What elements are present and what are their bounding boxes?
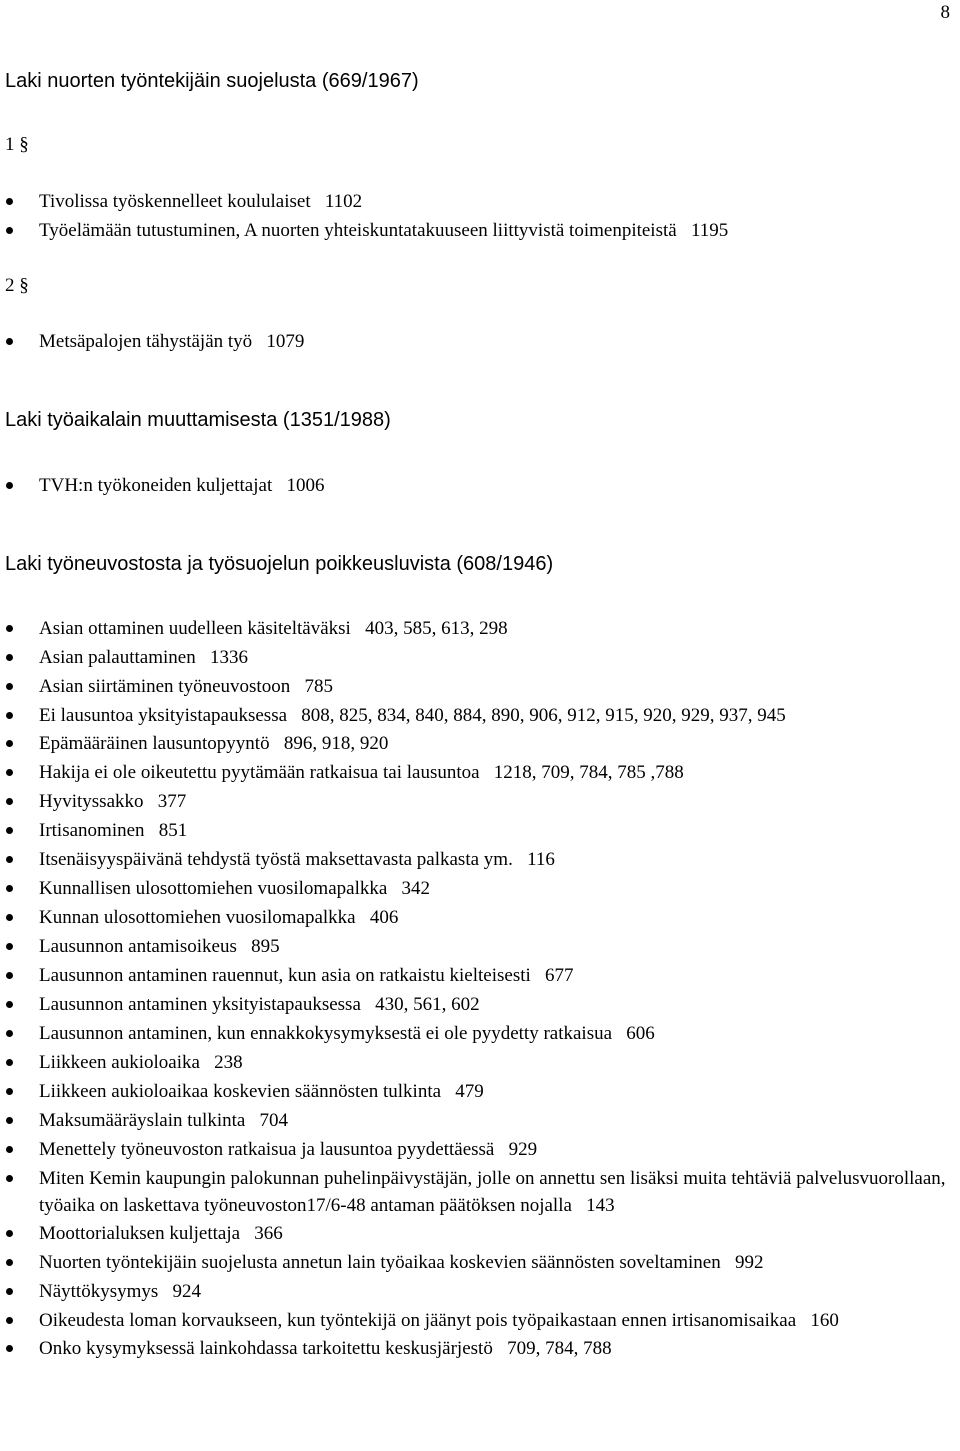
list-item bbox=[0, 1048, 960, 1077]
list-item-text: Kunnallisen ulosottomiehen vuosilomapalkka 342 bbox=[39, 878, 431, 899]
bullet-icon bbox=[6, 827, 13, 834]
list-item bbox=[0, 1164, 960, 1219]
bullet-icon bbox=[6, 798, 13, 805]
list-item bbox=[0, 758, 960, 787]
bullet-icon bbox=[6, 198, 13, 205]
bullet-icon bbox=[6, 1059, 13, 1066]
section-heading: Laki työaikalain muuttamisesta (1351/1988) bbox=[5, 409, 391, 431]
bullet-list bbox=[0, 187, 960, 245]
list-item-text: Nuorten työntekijäin suojelusta annetun lain työaikaa koskevien säännösten soveltaminen 992 bbox=[39, 1252, 764, 1273]
list-item-text: TVH:n työkoneiden kuljettajat 1006 bbox=[39, 475, 325, 496]
list-item bbox=[0, 1277, 960, 1306]
bullet-icon bbox=[6, 1030, 13, 1037]
bullet-icon bbox=[6, 1345, 13, 1352]
list-item-text: Ei lausuntoa yksityistapauksessa 808, 825, 834, 840, 884, 890, 906, 912, 915, 920, 929, 937, 945 bbox=[39, 705, 786, 726]
list-item bbox=[0, 729, 960, 758]
list-item-text: Lausunnon antaminen yksityistapauksessa 430, 561, 602 bbox=[39, 994, 480, 1015]
list-item-text: Epämääräinen lausuntopyyntö 896, 918, 920 bbox=[39, 733, 389, 754]
list-item-text: Lausunnon antamisoikeus 895 bbox=[39, 936, 280, 957]
bullet-icon bbox=[6, 856, 13, 863]
list-item-text: Miten Kemin kaupungin palokunnan puhelinpäivystäjän, jolle on annettu sen lisäksi muita tehtäviä palvelusvuorollaan, työaika on laskettava työneuvoston17/6-48 antaman päätöksen nojalla 143 bbox=[39, 1168, 951, 1216]
list-item-text: Moottorialuksen kuljettaja 366 bbox=[39, 1223, 283, 1244]
list-item-text: Asian palauttaminen 1336 bbox=[39, 647, 248, 668]
list-item bbox=[0, 614, 960, 643]
list-item-text: Liikkeen aukioloaikaa koskevien säännösten tulkinta 479 bbox=[39, 1081, 484, 1102]
list-item bbox=[0, 1248, 960, 1277]
list-item-text: Työelämään tutustuminen, A nuorten yhteiskuntatakuuseen liittyvistä toimenpiteistä 1195 bbox=[39, 220, 729, 241]
list-item bbox=[0, 643, 960, 672]
list-item-text: Lausunnon antaminen, kun ennakkokysymyksestä ei ole pyydetty ratkaisua 606 bbox=[39, 1023, 655, 1044]
list-item bbox=[0, 701, 960, 729]
bullet-icon bbox=[6, 1088, 13, 1095]
list-item bbox=[0, 816, 960, 845]
list-item bbox=[0, 672, 960, 701]
bullet-icon bbox=[6, 683, 13, 690]
bullet-icon bbox=[6, 338, 13, 345]
list-item bbox=[0, 903, 960, 932]
list-item bbox=[0, 216, 960, 245]
bullet-icon bbox=[6, 769, 13, 776]
list-item bbox=[0, 961, 960, 990]
list-item-text: Maksumääräyslain tulkinta 704 bbox=[39, 1110, 289, 1131]
list-item bbox=[0, 1077, 960, 1106]
bullet-icon bbox=[6, 1288, 13, 1295]
section-heading: Laki nuorten työntekijäin suojelusta (669/1967) bbox=[5, 70, 419, 92]
bullet-icon bbox=[6, 227, 13, 234]
list-item-text: Onko kysymyksessä lainkohdassa tarkoitettu keskusjärjestö 709, 784, 788 bbox=[39, 1338, 612, 1359]
list-item-text: Oikeudesta loman korvaukseen, kun työntekijä on jäänyt pois työpaikastaan ennen irtisanomisaikaa 160 bbox=[39, 1310, 839, 1331]
bullet-icon bbox=[6, 654, 13, 661]
bullet-icon bbox=[6, 885, 13, 892]
bullet-icon bbox=[6, 914, 13, 921]
list-item-text: Itsenäisyyspäivänä tehdystä työstä maksettavasta palkasta ym. 116 bbox=[39, 849, 555, 870]
bullet-icon bbox=[6, 1175, 13, 1182]
list-item-text: Asian ottaminen uudelleen käsiteltäväksi 403, 585, 613, 298 bbox=[39, 618, 508, 639]
bullet-icon bbox=[6, 1001, 13, 1008]
list-item bbox=[0, 187, 960, 216]
bullet-icon bbox=[6, 943, 13, 950]
bullet-icon bbox=[6, 482, 13, 489]
list-item bbox=[0, 1019, 960, 1048]
section-heading: Laki työneuvostosta ja työsuojelun poikkeusluvista (608/1946) bbox=[5, 553, 554, 575]
list-item bbox=[0, 1135, 960, 1164]
list-item bbox=[0, 471, 960, 500]
list-item-text: Kunnan ulosottomiehen vuosilomapalkka 406 bbox=[39, 907, 399, 928]
list-item-text: Lausunnon antaminen rauennut, kun asia on ratkaistu kielteisesti 677 bbox=[39, 965, 574, 986]
list-item bbox=[0, 845, 960, 874]
bullet-icon bbox=[6, 625, 13, 632]
list-item bbox=[0, 1334, 960, 1363]
list-item bbox=[0, 1306, 960, 1334]
paragraph-mark: 2 § bbox=[5, 275, 29, 296]
bullet-icon bbox=[6, 972, 13, 979]
bullet-icon bbox=[6, 712, 13, 719]
bullet-icon bbox=[6, 1230, 13, 1237]
list-item bbox=[0, 1219, 960, 1248]
list-item-text: Hyvityssakko 377 bbox=[39, 791, 187, 812]
list-item-text: Tivolissa työskennelleet koululaiset 1102 bbox=[39, 191, 363, 212]
bullet-icon bbox=[6, 1259, 13, 1266]
bullet-list bbox=[0, 327, 960, 356]
list-item bbox=[0, 932, 960, 961]
list-item bbox=[0, 874, 960, 903]
list-item bbox=[0, 1106, 960, 1135]
list-item-text: Liikkeen aukioloaika 238 bbox=[39, 1052, 243, 1073]
page-number: 8 bbox=[940, 2, 950, 23]
bullet-icon bbox=[6, 740, 13, 747]
list-item-text: Asian siirtäminen työneuvostoon 785 bbox=[39, 676, 333, 697]
list-item bbox=[0, 327, 960, 356]
bullet-list bbox=[0, 471, 960, 500]
bullet-list bbox=[0, 614, 960, 1363]
bullet-icon bbox=[6, 1146, 13, 1153]
paragraph-mark: 1 § bbox=[5, 134, 29, 155]
list-item-text: Näyttökysymys 924 bbox=[39, 1281, 202, 1302]
list-item-text: Irtisanominen 851 bbox=[39, 820, 188, 841]
list-item bbox=[0, 990, 960, 1019]
list-item-text: Hakija ei ole oikeutettu pyytämään ratkaisua tai lausuntoa 1218, 709, 784, 785 ,788 bbox=[39, 762, 684, 783]
bullet-icon bbox=[6, 1317, 13, 1324]
list-item-text: Metsäpalojen tähystäjän työ 1079 bbox=[39, 331, 305, 352]
list-item-text: Menettely työneuvoston ratkaisua ja lausuntoa pyydettäessä 929 bbox=[39, 1139, 538, 1160]
list-item bbox=[0, 787, 960, 816]
bullet-icon bbox=[6, 1117, 13, 1124]
